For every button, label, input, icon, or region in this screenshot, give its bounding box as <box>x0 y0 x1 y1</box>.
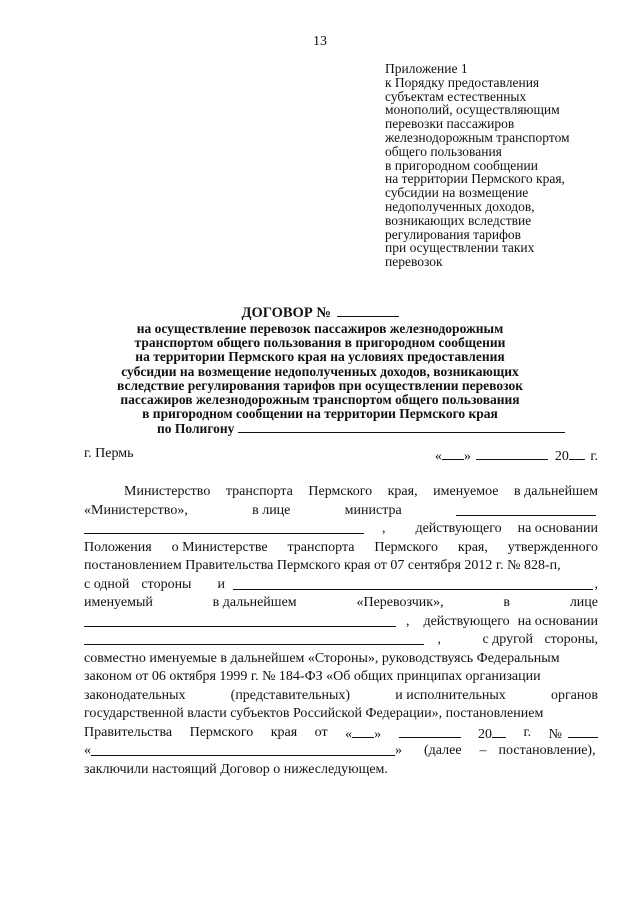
resolution-year <box>478 724 506 743</box>
preamble-line <box>84 502 598 521</box>
word: утвержденного <box>507 539 598 555</box>
contract-number-blank[interactable] <box>337 304 399 317</box>
appendix-line: субъектам естественных <box>385 88 527 104</box>
word: Пермского <box>308 484 373 499</box>
minister-name-blank[interactable] <box>456 502 596 516</box>
appendix-line: при осуществлении таких <box>385 240 535 256</box>
appendix-line: регулирования тарифов <box>385 226 522 242</box>
subtitle-line: в пригородном сообщении на территории Пермского края <box>142 406 498 422</box>
contract-title-text: ДОГОВОР № <box>241 305 331 321</box>
year-prefix: 20 <box>554 449 569 464</box>
preamble-line <box>84 613 598 632</box>
word: – <box>479 743 487 758</box>
word: органов <box>550 687 598 703</box>
carrier-basis-blank[interactable] <box>84 631 424 645</box>
word: действующего <box>415 521 502 536</box>
word: , <box>381 521 386 536</box>
open-quote: « <box>434 449 442 464</box>
word: « <box>84 743 91 758</box>
year-prefix: 20 <box>478 726 492 742</box>
date-field <box>435 446 598 465</box>
word: и исполнительных <box>395 687 506 703</box>
resolution-day <box>345 724 381 743</box>
carrier-rep-blank[interactable] <box>84 613 396 627</box>
contract-preamble <box>84 483 598 779</box>
word: стороны <box>141 576 192 592</box>
polygon-blank[interactable] <box>238 421 565 433</box>
preamble-line <box>84 705 598 724</box>
word: именуемый <box>84 595 153 610</box>
appendix-line: железнодорожным транспортом <box>385 129 570 145</box>
subtitle-line: субсидии на возмещение недополученных доходов, возникающих <box>121 363 519 379</box>
appendix-line: субсидии на возмещение <box>385 185 529 201</box>
word: именуемое <box>433 484 499 499</box>
subtitle-line: вследствие регулирования тарифов при осуществлении перевозок <box>117 377 523 393</box>
word: г. <box>523 724 532 740</box>
preamble-line <box>84 687 598 706</box>
word: Министерство <box>124 484 211 499</box>
word: действующего <box>423 613 510 629</box>
word: и <box>217 576 225 592</box>
resolution-title-blank[interactable] <box>91 742 395 756</box>
year-blank[interactable] <box>569 446 585 460</box>
number-sign: № <box>548 726 562 742</box>
text-line: заключили настоящий Договор о нижеследующем. <box>84 761 388 777</box>
resolution-year-blank[interactable] <box>492 724 506 738</box>
word: транспорта <box>225 484 293 499</box>
resolution-number-blank[interactable] <box>568 724 598 738</box>
year-suffix: г. <box>590 449 598 464</box>
close-quote: » <box>463 449 471 464</box>
subtitle-line: на осуществление перевозок пассажиров железнодорожным <box>136 321 504 336</box>
word: в дальнейшем <box>212 595 297 610</box>
word: в лице <box>252 502 291 518</box>
subtitle-line: на территории Пермского края на условиях предоставления <box>135 349 505 365</box>
page-number: 13 <box>313 34 327 49</box>
preamble-line <box>84 631 598 650</box>
word: края <box>270 724 298 740</box>
appendix-line: общего пользования <box>385 143 502 159</box>
word: » <box>395 743 402 758</box>
contract-subtitle <box>0 322 640 437</box>
text-line: законом от 06 октября 1999 г. № 184-ФЗ «Об общих принципах организации <box>84 669 541 684</box>
appendix-line: монополий, осуществляющим <box>385 102 560 118</box>
word: Положения <box>84 539 152 555</box>
word: о Министерстве <box>171 539 268 555</box>
close-quote: » <box>374 726 382 742</box>
word: , <box>405 613 410 629</box>
preamble-line <box>84 761 598 780</box>
city-label: г. Пермь <box>84 446 134 461</box>
appendix-line: Приложение 1 <box>385 61 468 76</box>
appendix-line: недополученных доходов, <box>385 198 535 214</box>
day-blank[interactable] <box>442 446 464 460</box>
contract-title <box>0 304 640 322</box>
preamble-line <box>84 483 598 502</box>
carrier-name-blank[interactable] <box>233 576 593 590</box>
word: в <box>503 595 511 610</box>
word: с одной <box>84 576 130 592</box>
resolution-number <box>549 724 598 743</box>
word: на основании <box>517 613 598 629</box>
word: лице <box>569 595 598 610</box>
word: (далее <box>424 743 462 758</box>
word: Пермского <box>189 724 254 740</box>
word: , <box>594 576 598 592</box>
word: «Министерство», <box>84 502 188 518</box>
word: , <box>437 632 441 647</box>
word: от <box>314 724 328 740</box>
appendix-line: перевозки пассажиров <box>385 116 515 132</box>
word: транспорта <box>287 539 355 555</box>
appendix-line: в пригородном сообщении <box>385 157 538 173</box>
resolution-day-blank[interactable] <box>352 724 374 738</box>
appendix-line: возникающих вследствие <box>385 212 532 228</box>
month-blank[interactable] <box>476 446 548 460</box>
subtitle-line: пассажиров железнодорожным транспортом общего пользования <box>120 392 520 408</box>
preamble-line <box>84 539 598 558</box>
word: в дальнейшем <box>514 484 598 499</box>
polygon-line <box>0 421 640 436</box>
word: края, <box>387 484 418 499</box>
word: с другой <box>482 632 533 647</box>
word: «Перевозчик», <box>356 595 444 610</box>
preamble-line <box>84 724 598 743</box>
appendix-line: перевозок <box>385 254 443 270</box>
appendix-header <box>385 62 625 269</box>
appendix-line: на территории Пермского края, <box>385 171 565 187</box>
resolution-month-blank[interactable] <box>399 724 461 738</box>
word: стороны, <box>544 632 598 647</box>
preamble-line <box>84 594 598 613</box>
preamble-line <box>84 576 598 595</box>
preamble-line <box>84 557 598 576</box>
word: на основании <box>517 521 598 536</box>
preamble-line <box>84 520 598 539</box>
appendix-line: к Порядку предоставления <box>385 74 540 90</box>
preamble-line <box>84 650 598 669</box>
word: края, <box>457 539 488 555</box>
word: Пермского <box>374 539 439 555</box>
subtitle-line: транспортом общего пользования в пригородном сообщении <box>134 335 506 351</box>
preamble-line <box>84 742 598 761</box>
text-line: государственной власти субъектов Российской Федерации», постановлением <box>84 706 544 721</box>
text-line: совместно именуемые в дальнейшем «Стороны», руководствуясь Федеральным <box>84 650 560 666</box>
open-quote: « <box>345 726 353 742</box>
polygon-label: по Полигону <box>157 421 235 437</box>
minister-name-blank-cont[interactable] <box>84 520 364 534</box>
word: (представительных) <box>230 687 351 703</box>
preamble-line <box>84 668 598 687</box>
word: министра <box>344 502 402 518</box>
word: постановление), <box>498 743 596 758</box>
text-line: постановлением Правительства Пермского края от 07 сентября 2012 г. № 828-п, <box>84 558 561 573</box>
word: Правительства <box>84 724 173 740</box>
word: законодательных <box>84 687 186 703</box>
